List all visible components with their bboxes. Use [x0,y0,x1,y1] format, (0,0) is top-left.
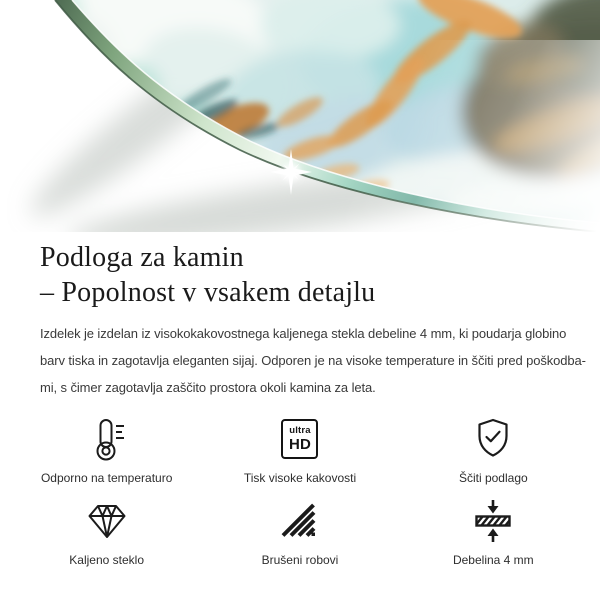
ultra-hd-badge-bottom: HD [288,435,312,453]
description-line: Izdelek je izdelan iz visokokakovostnega kaljenega stekla debeline 4 mm, ki poudarja globino [40,326,567,341]
shield-check-icon [469,415,517,463]
feature-print-quality [203,415,396,485]
diamond-icon [83,497,131,545]
glass-panel-photo [0,0,600,232]
feature-label: Brušeni robovi [261,553,339,567]
feature-thickness [397,497,590,567]
page-title [40,240,560,310]
page-title-line2: – Popolnost v vsakem detajlu [40,277,376,308]
features-grid [0,415,600,567]
description-line: mi, s čimer zagotavlja zaščito prostora okoli kamina za leta. [40,380,376,395]
feature-label: Ščiti podlago [458,471,528,485]
feature-tempered-glass [10,497,203,567]
feature-label: Tisk visoke kakovosti [243,471,357,485]
ultra-hd-badge-top: ultra [289,425,311,437]
thickness-icon [469,497,517,545]
page-title-line1: Podloga za kamin [40,242,244,273]
thermometer-icon [83,415,131,463]
feature-label: Debelina 4 mm [452,553,534,567]
feature-label: Odporno na temperaturo [40,471,173,485]
product-description [40,320,586,401]
feature-temperature-resistant [10,415,203,485]
ultra-hd-icon [281,415,318,463]
feature-beveled-edges [203,497,396,567]
feature-label: Kaljeno steklo [69,553,145,567]
feature-protects-base [397,415,590,485]
product-image [0,0,600,232]
beveled-edges-icon [276,497,324,545]
description-line: barv tiska in zagotavlja eleganten sijaj. Odporen je na visoke temperature in ščiti pred poškodba- [40,353,586,368]
